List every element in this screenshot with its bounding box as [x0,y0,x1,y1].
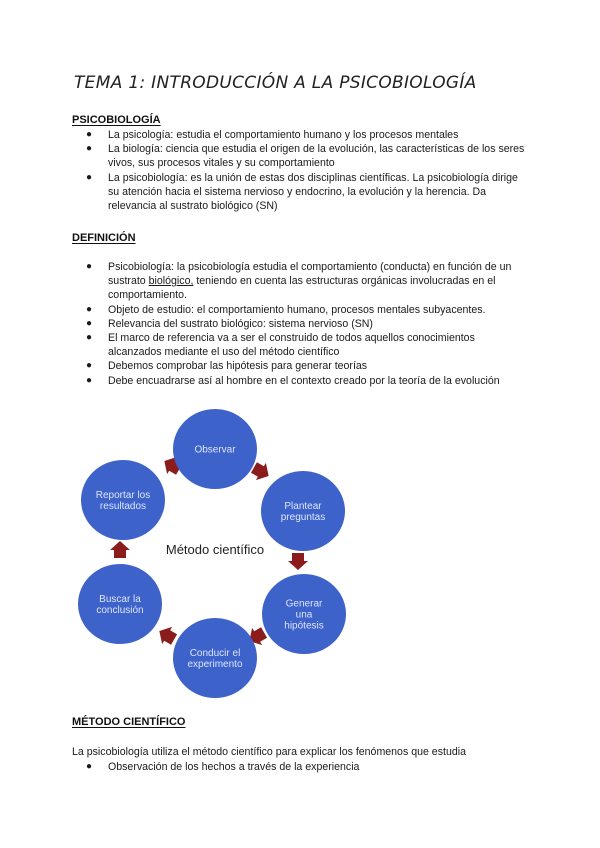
diagram-center-label: Método científico [165,542,265,557]
diagram-node-label: experimento [187,659,243,670]
cycle-arrow-icon [288,553,308,570]
cycle-arrow-icon [154,622,179,648]
list-item: ● Debe encuadrarse así al hombre en el contexto creado por la teoría de la evolución [86,374,500,387]
bullet-icon: ● [86,761,93,772]
heading-metodo-cientifico: MÉTODO CIENTÍFICO [72,716,186,728]
bullet-icon: ● [86,317,93,329]
diagram-node-label: hipótesis [284,620,324,632]
heading-psicobiologia: PSICOBIOLOGÍA [72,114,161,126]
list-metodo [86,760,526,774]
bullet-icon: ● [86,129,93,140]
diagram-node-plantear-preguntas [261,471,345,551]
diagram-node-label: Plantear [284,501,322,512]
bullet-icon: ● [86,303,93,315]
list-item: ● Observación de los hechos a través de la experiencia [86,761,360,773]
page-title: TEMA 1: INTRODUCCIÓN A LA PSICOBIOLOGÍA [74,73,477,93]
diagram-node-conducir-experimento [173,618,257,698]
diagram-node-label: Buscar la [99,594,141,605]
diagram-node-label: conclusión [96,605,144,616]
diagram-node-label: resultados [99,501,147,512]
list-item: ● Relevancia del sustrato biológico: sistema nervioso (SN) [86,317,373,330]
cycle-arrow-icon [110,541,130,558]
list-item: ● La psicobiología: es la unión de estas dos disciplinas científicas. La psicobiología dirige su atención hacia el sistema nervioso y endocrino, la evolución y la herencia. Da relevancia al sustrato biológico (SN) [86,171,518,213]
bullet-icon: ● [86,374,93,386]
bullet-icon: ● [86,261,93,272]
diagram-node-label: Conducir el [189,648,241,659]
diagram-node-label: preguntas [280,512,326,523]
list-definicion [86,260,526,388]
bullet-icon: ● [86,171,93,183]
list-item: ● El marco de referencia va a ser el construido de todos aquellos conocimientos alcanzados mediante el uso del método científico [86,332,475,359]
paragraph-metodo-intro: La psicobiología utiliza el método científico para explicar los fenómenos que estudia [72,746,466,758]
diagram-node-reportar-resultados [81,460,165,540]
list-item: ● La biología: ciencia que estudia el origen de la evolución, las características de los seres vivos, sus procesos vitales y su comportamiento [86,143,525,170]
diagram-node-generar-hipotesis [262,574,346,654]
bullet-icon: ● [86,360,93,372]
list-item: ● Psicobiología: la psicobiología estudia el comportamiento (conducta) en función de un sustrato biológico, teniendo en cuenta las estructuras orgánicas involucradas en el comportamiento. [86,261,512,302]
list-psicobiologia [86,128,526,213]
diagram-node-label: una [295,609,313,621]
list-item: ● La psicología: estudia el comportamiento humano y los procesos mentales [86,129,459,141]
diagram-node-buscar-conclusion [78,564,162,644]
scientific-method-diagram [70,408,360,700]
diagram-node-label: Generar [285,598,323,610]
bullet-icon: ● [86,332,93,344]
list-item: ● Objeto de estudio: el comportamiento humano, procesos mentales subyacentes. [86,303,486,316]
diagram-node-observar [173,409,257,489]
diagram-node-label: Observar [194,444,236,456]
underlined-word: biológico, [148,275,194,288]
list-item: ● Debemos comprobar las hipótesis para generar teorías [86,360,368,373]
bullet-icon: ● [86,143,93,155]
diagram-node-label: Reportar los [95,490,151,501]
heading-definicion: DEFINICIÓN [72,232,136,244]
